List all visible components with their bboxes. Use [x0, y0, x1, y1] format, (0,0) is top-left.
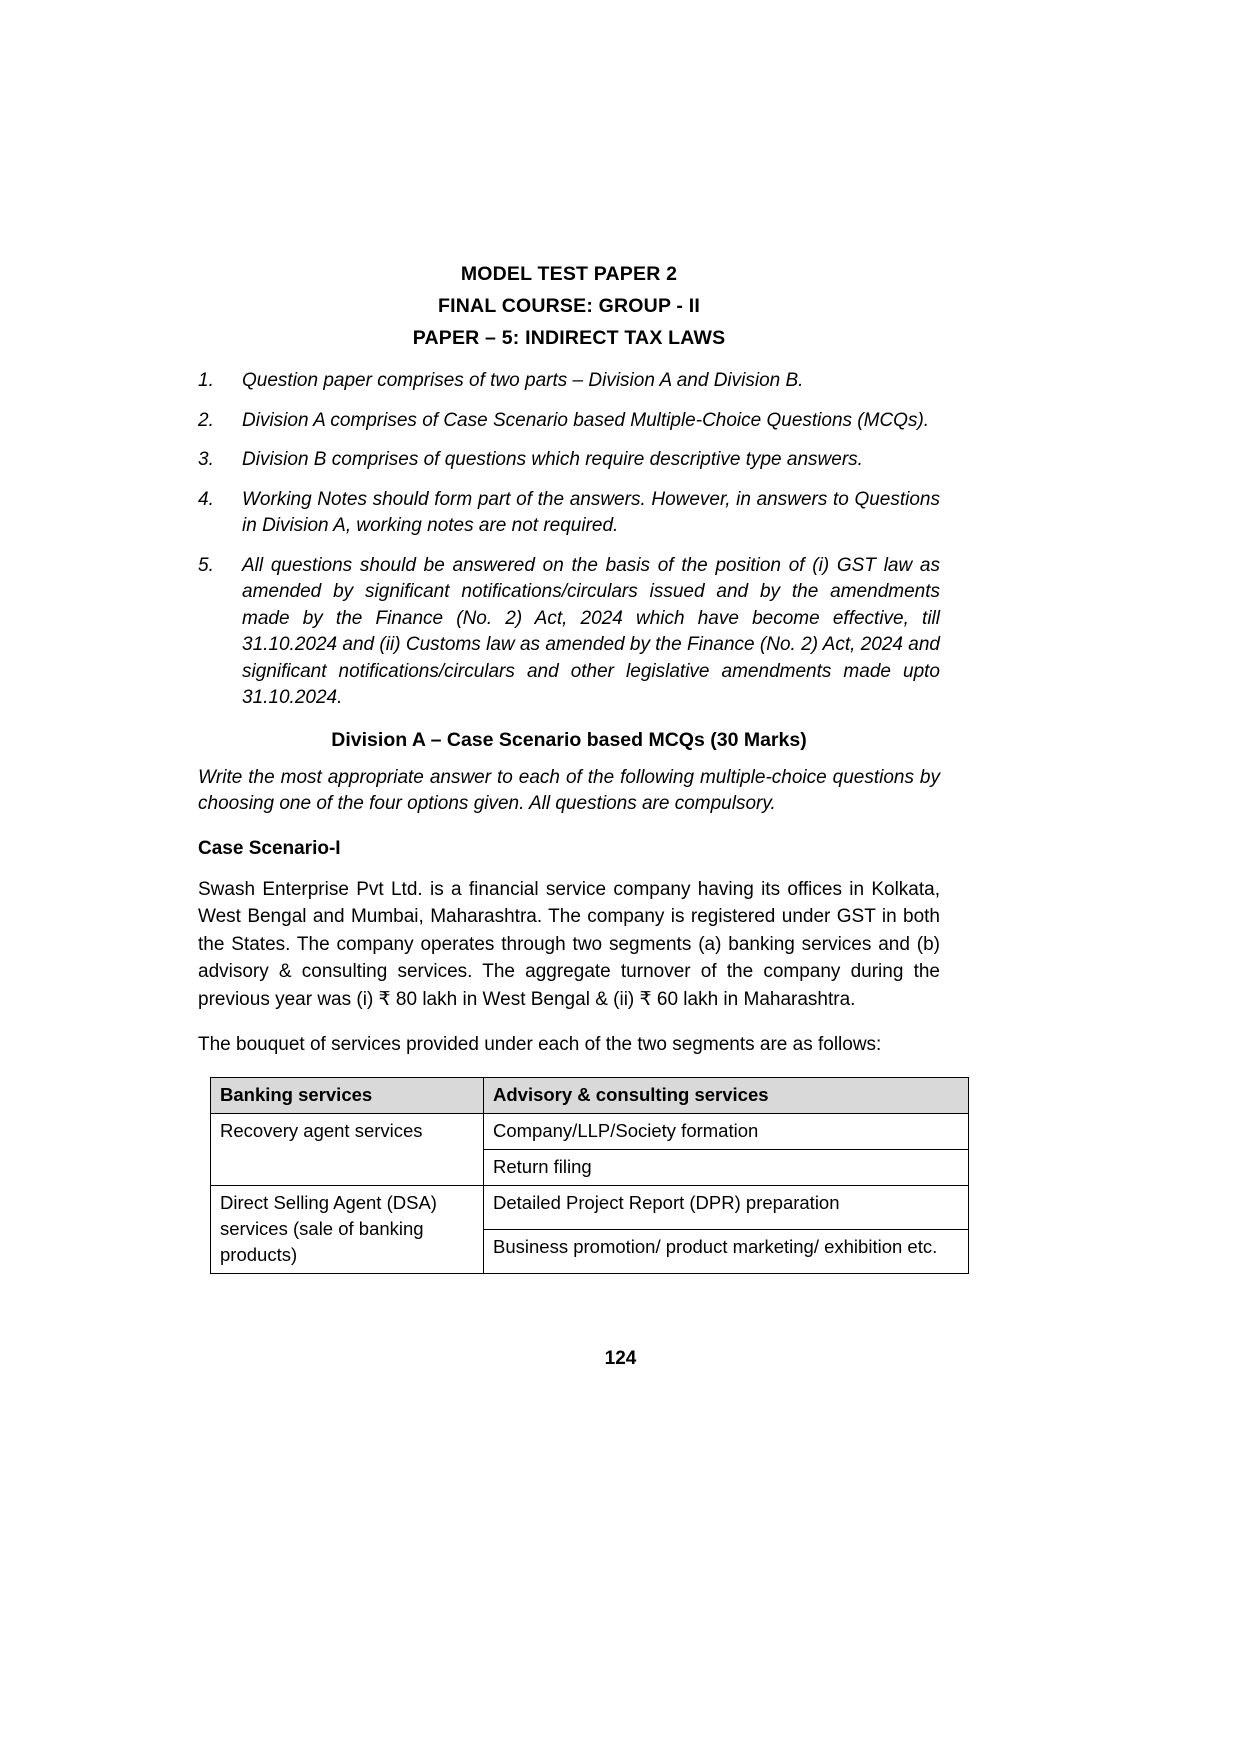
instruction-text: All questions should be answered on the basis of the position of (i) GST law as amended by significant notifications/circulars issued and by the amendments made by the Finance (No. 2) Act, 2024 which have become effective, till 31.10.2024 and (ii) Customs law as amended by the Finance (No. 2) Act, 2024 and significant notifications/circulars and other legislative amendments made upto 31.10.2024. [242, 554, 940, 708]
table-header-advisory: Advisory & consulting services [484, 1077, 969, 1113]
cell-advisory-business-promotion: Business promotion/ product marketing/ exhibition etc. [484, 1229, 969, 1273]
table-header-row [211, 1077, 969, 1113]
page-number: 124 [604, 1348, 637, 1369]
document-title-line-1: MODEL TEST PAPER 2 [460, 263, 678, 285]
document-title-line-2: FINAL COURSE: GROUP - II [438, 295, 700, 317]
cell-advisory-formation: Company/LLP/Society formation [484, 1113, 969, 1149]
instruction-number: 3. [198, 449, 214, 470]
cell-banking-recovery-agent: Recovery agent services [211, 1113, 484, 1149]
cell-banking-dsa: Direct Selling Agent (DSA) services (sale of banking products) [211, 1185, 484, 1273]
instruction-item [198, 368, 940, 395]
document-title-line-3: PAPER – 5: INDIRECT TAX LAWS [412, 327, 726, 349]
instruction-text: Question paper comprises of two parts – Division A and Division B. [242, 370, 804, 391]
instruction-item [198, 553, 940, 712]
instruction-text: Division B comprises of questions which require descriptive type answers. [242, 449, 863, 470]
instructions-list [198, 368, 940, 712]
instruction-item [198, 487, 940, 540]
table-row [211, 1149, 969, 1185]
instruction-text: Working Notes should form part of the answers. However, in answers to Questions in Division A, working notes are not required. [242, 488, 940, 536]
cell-banking-continuation [211, 1149, 484, 1185]
table-intro-paragraph: The bouquet of services provided under each of the two segments are as follows: [198, 1034, 882, 1055]
case-scenario-heading: Case Scenario-I [198, 837, 341, 859]
division-a-instruction: Write the most appropriate answer to each of the following multiple-choice questions by choosing one of the four options given. All questions are compulsory. [198, 766, 940, 814]
page-content [198, 258, 940, 1274]
table-header-banking: Banking services [211, 1077, 484, 1113]
table-row [211, 1185, 969, 1229]
cell-advisory-return-filing: Return filing [484, 1149, 969, 1185]
case-scenario-paragraph: Swash Enterprise Pvt Ltd. is a financial service company having its offices in Kolkata, West Bengal and Mumbai, Maharashtra. The company is registered under GST in both the States. The company operates through two segments (a) banking services and (b) advisory & consulting services. The aggregate turnover of the company during the previous year was (i) ₹ 80 lakh in West Bengal & (ii) ₹ 60 lakh in Maharashtra. [198, 878, 940, 1010]
instruction-number: 2. [198, 409, 214, 431]
instruction-item [198, 408, 940, 435]
instruction-number: 1. [198, 370, 214, 391]
instruction-item [198, 447, 940, 474]
services-table [210, 1077, 969, 1274]
cell-advisory-dpr: Detailed Project Report (DPR) preparation [484, 1185, 969, 1229]
instruction-number: 5. [198, 554, 214, 576]
instruction-text: Division A comprises of Case Scenario based Multiple-Choice Questions (MCQs). [242, 409, 930, 431]
table-row [211, 1113, 969, 1149]
instruction-number: 4. [198, 488, 214, 510]
division-a-title: Division A – Case Scenario based MCQs (30 Marks) [331, 728, 807, 751]
